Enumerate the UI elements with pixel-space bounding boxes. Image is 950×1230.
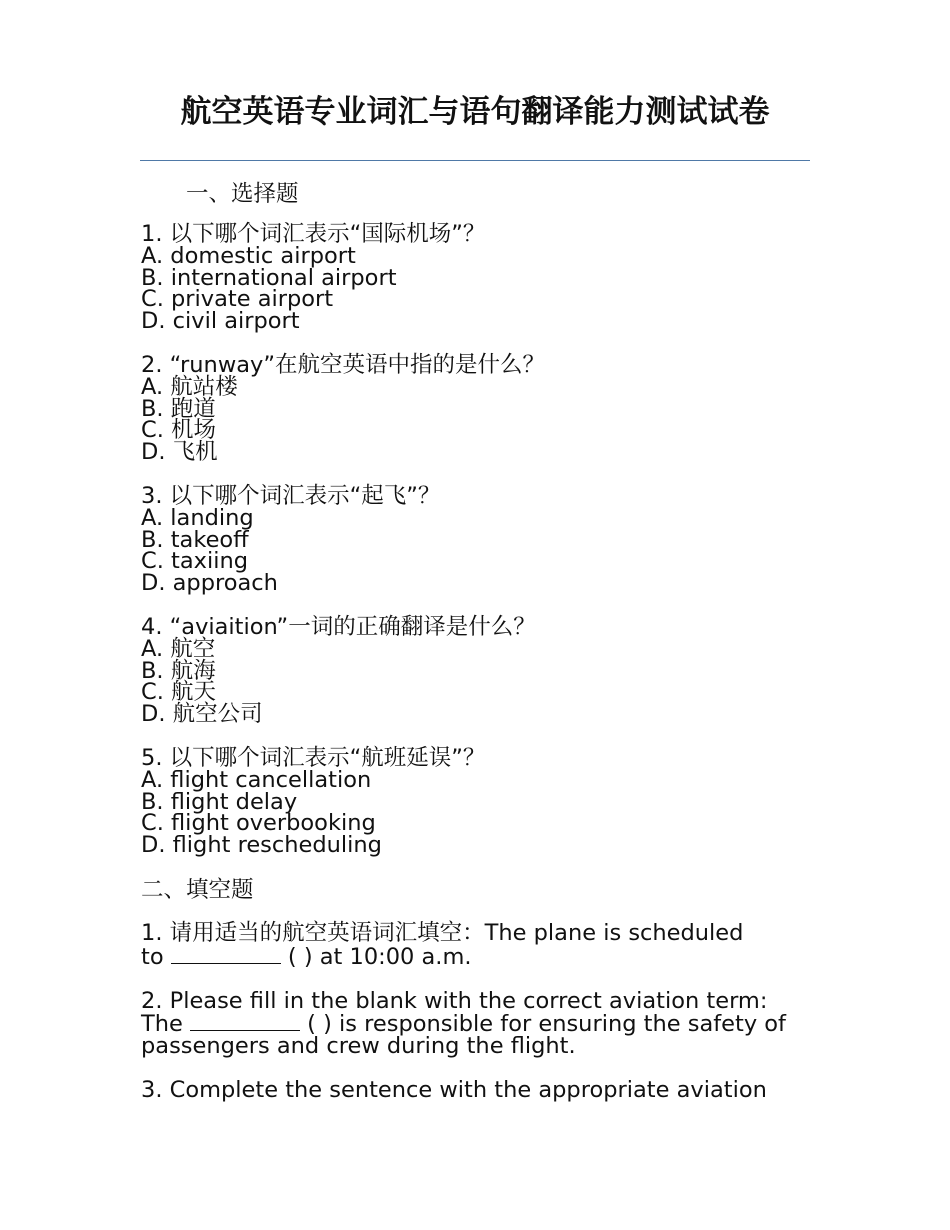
fill-text: ( ) is responsible for ensuring the safety of (300, 1011, 786, 1038)
option-a: A. flight cancellation (141, 766, 372, 793)
option-a: A. 航站楼 (141, 373, 238, 400)
question-stem: 1. 以下哪个词汇表示“国际机场”？ (141, 221, 486, 247)
fill-text: ( ) at 10:00 a.m. (280, 943, 472, 970)
fill-line: 1. 请用适当的航空英语词汇填空：The plane is scheduled (141, 919, 744, 946)
option-d: D. approach (141, 570, 278, 597)
option-b: B. takeoff (141, 526, 249, 553)
option-b: B. flight delay (141, 788, 298, 815)
option-a: A. landing (141, 504, 254, 531)
title-divider (140, 160, 810, 161)
choice-question-3 (141, 482, 813, 597)
fill-line: 3. Complete the sentence with the appropriate aviation (141, 1076, 767, 1103)
document-body (141, 178, 813, 1124)
option-a: A. 航空 (141, 635, 216, 662)
section-heading-fill: 二、填空题 (141, 876, 254, 903)
fill-line: passengers and crew during the flight. (141, 1033, 576, 1060)
fill-question-2 (141, 987, 813, 1060)
question-stem: 3. 以下哪个词汇表示“起飞”？ (141, 482, 441, 509)
fill-text: to (141, 943, 171, 970)
fill-question-1 (141, 919, 813, 970)
option-c: C. private airport (141, 286, 334, 313)
option-b: B. international airport (141, 264, 397, 291)
option-d: D. flight rescheduling (141, 832, 382, 859)
fill-question-3 (141, 1076, 813, 1103)
option-c: C. 航天 (141, 679, 217, 706)
question-stem: 2. “runway”在航空英语中指的是什么？ (141, 351, 545, 378)
fill-line: 2. Please fill in the blank with the correct aviation term: (141, 987, 768, 1014)
section-heading-choice: 一、选择题 (186, 181, 299, 207)
option-c: C. flight overbooking (141, 810, 376, 837)
option-d: D. civil airport (141, 308, 300, 335)
question-stem: 5. 以下哪个词汇表示“航班延误”？ (141, 744, 486, 771)
option-c: C. 机场 (141, 417, 217, 444)
option-d: D. 航空公司 (141, 701, 263, 728)
option-b: B. 跑道 (141, 395, 216, 422)
document-title: 航空英语专业词汇与语句翻译能力测试试卷 (180, 94, 770, 130)
question-stem: 4. “aviaition”一词的正确翻译是什么？ (141, 613, 536, 640)
choice-question-5 (141, 744, 813, 859)
choice-question-2 (141, 351, 813, 466)
option-a: A. domestic airport (141, 242, 356, 269)
fill-text: The (141, 1011, 190, 1038)
choice-question-1 (141, 221, 813, 335)
option-d: D. 飞机 (141, 439, 218, 466)
option-c: C. taxiing (141, 548, 248, 575)
fill-line (141, 945, 813, 969)
choice-question-4 (141, 613, 813, 728)
answer-blank (190, 1012, 300, 1031)
answer-blank (171, 945, 281, 964)
option-b: B. 航海 (141, 657, 216, 684)
